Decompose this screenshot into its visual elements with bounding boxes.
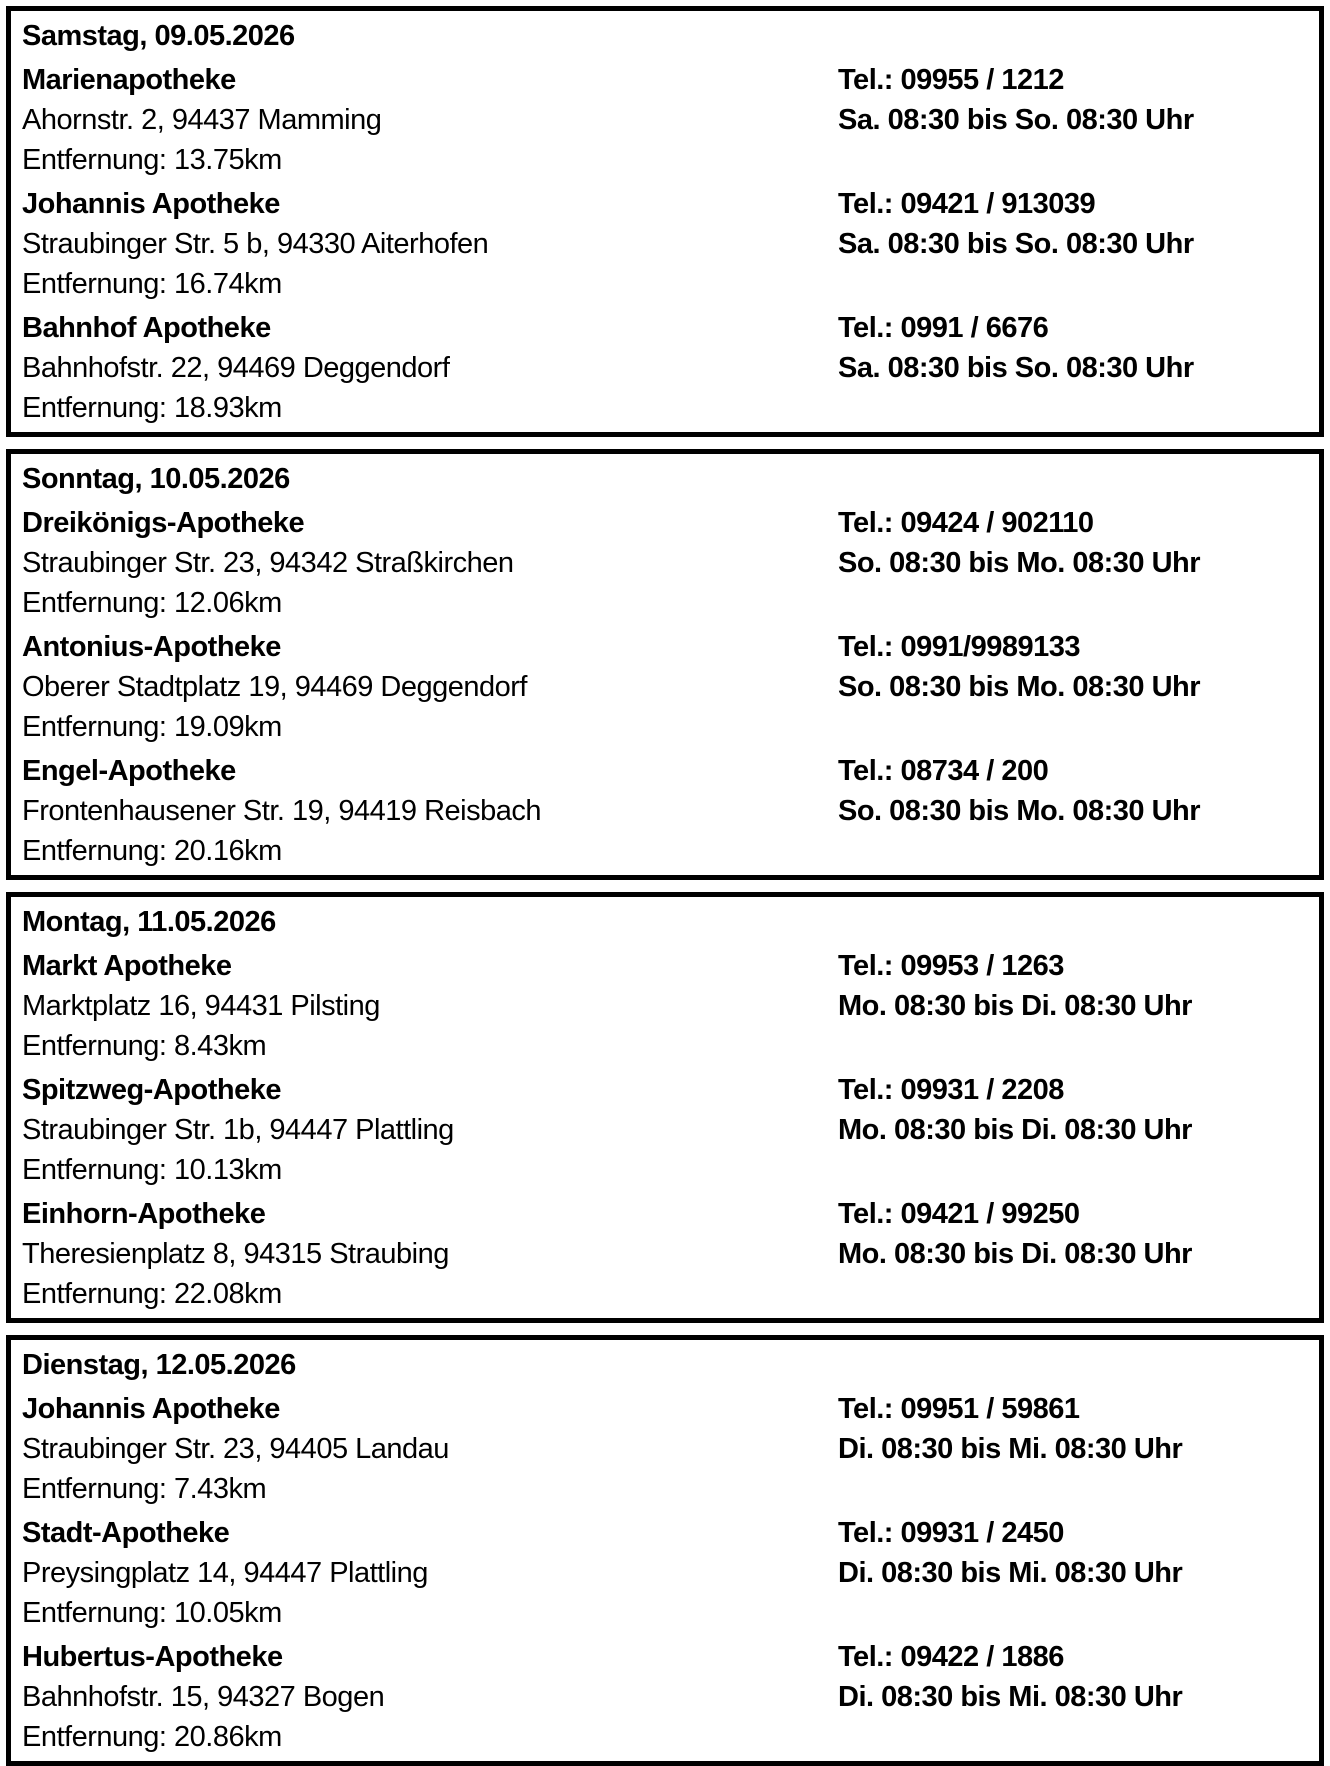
pharmacy-address: Straubinger Str. 23, 94342 Straßkirchen — [22, 547, 514, 579]
pharmacy-entry-left — [22, 1070, 838, 1190]
pharmacy-name: Marienapotheke — [22, 64, 236, 96]
pharmacy-entry-right — [838, 1070, 1307, 1150]
pharmacy-distance: Entfernung: 12.06km — [22, 587, 282, 619]
pharmacy-entry-left — [22, 308, 838, 428]
pharmacy-name: Dreikönigs-Apotheke — [22, 507, 305, 539]
pharmacy-name: Markt Apotheke — [22, 950, 232, 982]
pharmacy-address: Bahnhofstr. 15, 94327 Bogen — [22, 1681, 385, 1713]
pharmacy-address: Straubinger Str. 1b, 94447 Plattling — [22, 1114, 454, 1146]
pharmacy-address: Oberer Stadtplatz 19, 94469 Deggendorf — [22, 671, 527, 703]
pharmacy-entry — [22, 1070, 1307, 1190]
pharmacy-entry-right — [838, 627, 1307, 707]
pharmacy-address: Marktplatz 16, 94431 Pilsting — [22, 990, 380, 1022]
pharmacy-hours: Mo. 08:30 bis Di. 08:30 Uhr — [838, 1238, 1192, 1270]
pharmacy-phone: Tel.: 09422 / 1886 — [838, 1641, 1064, 1673]
pharmacy-entry — [22, 503, 1307, 623]
pharmacy-entry-left — [22, 946, 838, 1066]
pharmacy-entry-left — [22, 627, 838, 747]
pharmacy-hours: So. 08:30 bis Mo. 08:30 Uhr — [838, 671, 1201, 703]
pharmacy-name: Stadt-Apotheke — [22, 1517, 230, 1549]
pharmacy-address: Straubinger Str. 5 b, 94330 Aiterhofen — [22, 228, 489, 260]
pharmacy-name: Einhorn-Apotheke — [22, 1198, 266, 1230]
pharmacy-distance: Entfernung: 19.09km — [22, 711, 282, 743]
pharmacy-entry — [22, 60, 1307, 180]
pharmacy-hours: Sa. 08:30 bis So. 08:30 Uhr — [838, 228, 1194, 260]
pharmacy-entry-right — [838, 946, 1307, 1026]
pharmacy-address: Frontenhausener Str. 19, 94419 Reisbach — [22, 795, 541, 827]
pharmacy-entry-right — [838, 308, 1307, 388]
pharmacy-address: Straubinger Str. 23, 94405 Landau — [22, 1433, 449, 1465]
pharmacy-entry — [22, 946, 1307, 1066]
pharmacy-phone: Tel.: 09951 / 59861 — [838, 1393, 1080, 1425]
day-section-samstag — [6, 6, 1324, 437]
pharmacy-entry-right — [838, 751, 1307, 831]
pharmacy-hours: So. 08:30 bis Mo. 08:30 Uhr — [838, 547, 1201, 579]
pharmacy-distance: Entfernung: 7.43km — [22, 1473, 267, 1505]
pharmacy-entry-right — [838, 1389, 1307, 1469]
pharmacy-hours: Sa. 08:30 bis So. 08:30 Uhr — [838, 352, 1194, 384]
pharmacy-entry-right — [838, 1513, 1307, 1593]
pharmacy-phone: Tel.: 0991/9989133 — [838, 631, 1080, 663]
pharmacy-distance: Entfernung: 22.08km — [22, 1278, 282, 1310]
pharmacy-name: Antonius-Apotheke — [22, 631, 281, 663]
pharmacy-address: Bahnhofstr. 22, 94469 Deggendorf — [22, 352, 450, 384]
pharmacy-name: Johannis Apotheke — [22, 188, 280, 220]
pharmacy-entry — [22, 1389, 1307, 1509]
pharmacy-entry — [22, 184, 1307, 304]
pharmacy-name: Engel-Apotheke — [22, 755, 236, 787]
day-heading: Montag, 11.05.2026 — [22, 906, 276, 938]
pharmacy-distance: Entfernung: 18.93km — [22, 392, 282, 424]
pharmacy-phone: Tel.: 09953 / 1263 — [838, 950, 1064, 982]
pharmacy-phone: Tel.: 09931 / 2450 — [838, 1517, 1064, 1549]
pharmacy-entry-right — [838, 184, 1307, 264]
pharmacy-entry-right — [838, 1637, 1307, 1717]
pharmacy-entry-left — [22, 1513, 838, 1633]
pharmacy-distance: Entfernung: 13.75km — [22, 144, 282, 176]
pharmacy-entry-left — [22, 60, 838, 180]
day-heading: Sonntag, 10.05.2026 — [22, 463, 290, 495]
pharmacy-entry-left — [22, 1637, 838, 1757]
day-heading: Samstag, 09.05.2026 — [22, 20, 295, 52]
pharmacy-distance: Entfernung: 20.86km — [22, 1721, 282, 1753]
pharmacy-hours: So. 08:30 bis Mo. 08:30 Uhr — [838, 795, 1201, 827]
pharmacy-entry — [22, 1513, 1307, 1633]
day-heading: Dienstag, 12.05.2026 — [22, 1349, 296, 1381]
day-section-dienstag — [6, 1335, 1324, 1766]
pharmacy-phone: Tel.: 09931 / 2208 — [838, 1074, 1064, 1106]
pharmacy-entry — [22, 751, 1307, 871]
pharmacy-entry-right — [838, 60, 1307, 140]
pharmacy-entry-right — [838, 1194, 1307, 1274]
day-section-montag — [6, 892, 1324, 1323]
pharmacy-phone: Tel.: 09424 / 902110 — [838, 507, 1094, 539]
pharmacy-phone: Tel.: 08734 / 200 — [838, 755, 1049, 787]
pharmacy-entry-left — [22, 1389, 838, 1509]
pharmacy-name: Johannis Apotheke — [22, 1393, 280, 1425]
pharmacy-distance: Entfernung: 16.74km — [22, 268, 282, 300]
pharmacy-address: Ahornstr. 2, 94437 Mamming — [22, 104, 382, 136]
pharmacy-distance: Entfernung: 10.05km — [22, 1597, 282, 1629]
pharmacy-hours: Mo. 08:30 bis Di. 08:30 Uhr — [838, 1114, 1192, 1146]
pharmacy-entry — [22, 1637, 1307, 1757]
pharmacy-distance: Entfernung: 8.43km — [22, 1030, 267, 1062]
pharmacy-distance: Entfernung: 20.16km — [22, 835, 282, 867]
pharmacy-phone: Tel.: 09421 / 99250 — [838, 1198, 1080, 1230]
pharmacy-address: Theresienplatz 8, 94315 Straubing — [22, 1238, 449, 1270]
pharmacy-name: Spitzweg-Apotheke — [22, 1074, 281, 1106]
pharmacy-distance: Entfernung: 10.13km — [22, 1154, 282, 1186]
pharmacy-entry — [22, 308, 1307, 428]
pharmacy-hours: Di. 08:30 bis Mi. 08:30 Uhr — [838, 1433, 1183, 1465]
pharmacy-hours: Di. 08:30 bis Mi. 08:30 Uhr — [838, 1557, 1183, 1589]
pharmacy-hours: Sa. 08:30 bis So. 08:30 Uhr — [838, 104, 1194, 136]
pharmacy-name: Bahnhof Apotheke — [22, 312, 271, 344]
pharmacy-entry-left — [22, 1194, 838, 1314]
pharmacy-address: Preysingplatz 14, 94447 Plattling — [22, 1557, 428, 1589]
pharmacy-hours: Mo. 08:30 bis Di. 08:30 Uhr — [838, 990, 1192, 1022]
pharmacy-name: Hubertus-Apotheke — [22, 1641, 283, 1673]
pharmacy-entry-left — [22, 503, 838, 623]
pharmacy-entry-left — [22, 184, 838, 304]
pharmacy-entry — [22, 627, 1307, 747]
pharmacy-phone: Tel.: 09955 / 1212 — [838, 64, 1064, 96]
pharmacy-entry-left — [22, 751, 838, 871]
pharmacy-phone: Tel.: 0991 / 6676 — [838, 312, 1049, 344]
day-section-sonntag — [6, 449, 1324, 880]
pharmacy-entry-right — [838, 503, 1307, 583]
pharmacy-phone: Tel.: 09421 / 913039 — [838, 188, 1096, 220]
pharmacy-entry — [22, 1194, 1307, 1314]
pharmacy-hours: Di. 08:30 bis Mi. 08:30 Uhr — [838, 1681, 1183, 1713]
